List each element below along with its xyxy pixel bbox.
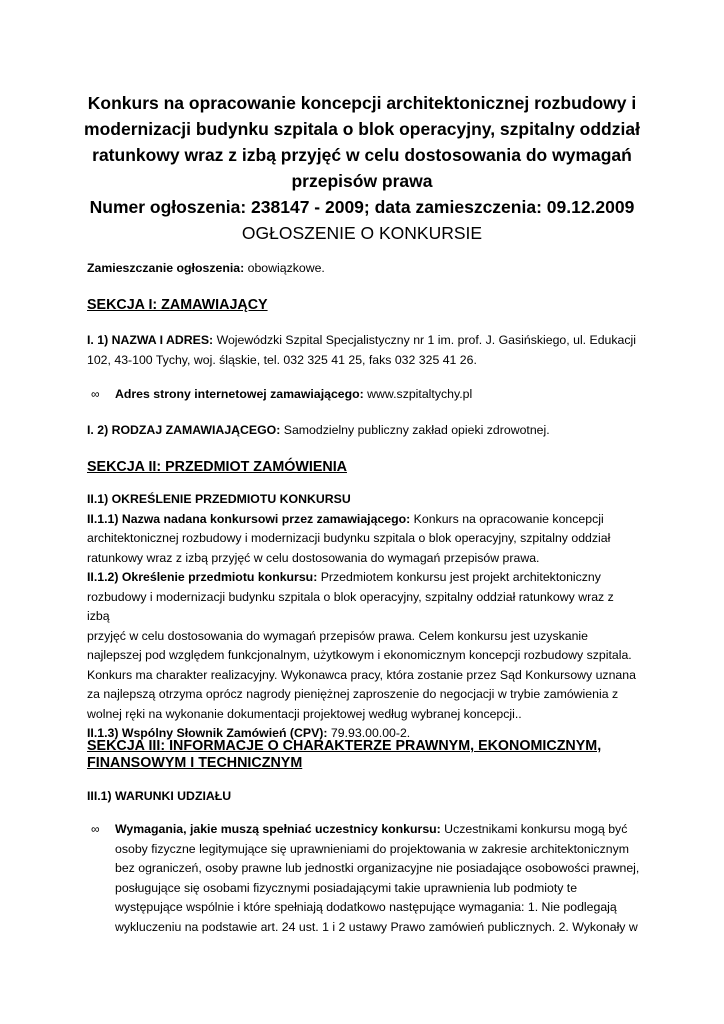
website-label: Adres strony internetowej zamawiającego: (115, 387, 364, 401)
section-3-heading (87, 738, 639, 772)
competition-subject-value: Konkurs ma charakter realizacyjny. Wykonawca pracy, która zostanie przez Sąd Konkursowy uznana (87, 667, 636, 682)
participation-conditions-heading (87, 787, 639, 807)
requirements-value: występujące wspólnie i które spełniają dodatkowo następujące wymagania: 1. Nie podlegają (115, 900, 617, 914)
requirements-value: osoby fizyczne legitymujące się uprawnieniami do projektowania w zakresie architektonicznym (115, 841, 629, 856)
placement-label: Zamieszczanie ogłoszenia: (87, 261, 245, 275)
bullet-icon: ∞ (91, 387, 100, 401)
section-2-heading: SEKCJA II: PRZEDMIOT ZAMÓWIENIA (87, 459, 347, 475)
competition-subject-value: przyjęć w celu dostosowania do wymagań przepisów prawa. Celem konkursu jest uzyskanie (87, 628, 588, 643)
announcement-number: Numer ogłoszenia: 238147 - 2009; data zamieszczenia: 09.12.2009 (89, 197, 635, 217)
bullet-icon: ∞ (91, 822, 100, 836)
section-2-body (87, 490, 639, 744)
cpv-label: II.1.3) Wspólny Słownik Zamówień (CPV): (87, 726, 328, 740)
requirements-value: posługujące się osobami fizycznymi posiadającymi takie uprawnienia lub podmioty te (115, 880, 578, 895)
authority-type-label: I. 2) RODZAJ ZAMAWIAJĄCEGO: (87, 423, 281, 437)
name-address-value: 102, 43-100 Tychy, woj. śląskie, tel. 032 325 41 25, faks 032 325 41 26. (87, 352, 477, 367)
requirements-value: Uczestnikami konkursu mogą być (440, 822, 628, 836)
cpv-value: 79.93.00.00-2. (327, 726, 411, 740)
competition-name-value: Konkurs na opracowanie koncepcji (410, 511, 604, 526)
requirements-label: Wymagania, jakie muszą spełniać uczestnicy konkursu: (115, 822, 441, 836)
title-line: ratunkowy wraz z izbą przyjęć w celu dostosowania do wymagań (92, 145, 632, 165)
competition-subject-value: wolnej ręki na wykonanie dokumentacji projektowej według wybranej koncepcji.. (87, 706, 522, 721)
name-address-value: Wojewódzki Szpital Specjalistyczny nr 1 im. prof. J. Gasińskiego, ul. Edukacji (213, 333, 636, 347)
requirements-value: bez ograniczeń, osoby prawne lub jednostki organizacyjne nie posiadające osobowości prawnej, (115, 861, 640, 875)
website-field (115, 385, 640, 405)
competition-name-value: architektonicznej rozbudowy i modernizacji budynku szpitala o blok operacyjny, szpitalny oddział (87, 531, 611, 545)
subsection-heading: II.1) OKREŚLENIE PRZEDMIOTU KONKURSU (87, 492, 351, 506)
document-subtitle: OGŁOSZENIE O KONKURSIE (241, 223, 483, 243)
competition-subject-label: II.1.2) Określenie przedmiotu konkursu: (87, 570, 318, 584)
name-address-label: I. 1) NAZWA I ADRES: (87, 333, 214, 347)
authority-type-value: Samodzielny publiczny zakład opieki zdrowotnej. (280, 423, 550, 437)
section-3-heading-line: FINANSOWYM I TECHNICZNYM (87, 755, 303, 771)
name-address-field (87, 331, 639, 370)
participant-requirements (115, 820, 640, 937)
subsection-heading: III.1) WARUNKI UDZIAŁU (87, 789, 232, 803)
competition-subject-value: za najlepszą otrzyma oprócz nagrody pieniężnej zaproszenie do negocjacji w trybie zamówienia z (87, 687, 619, 701)
competition-name-value: ratunkowy wraz z izbą przyjęć w celu dostosowania do wymagań przepisów prawa. (87, 550, 540, 565)
placement-field (87, 259, 639, 279)
title-line: modernizacji budynku szpitala o blok operacyjny, szpitalny oddział (84, 119, 640, 139)
requirements-value: wykluczeniu na podstawie art. 24 ust. 1 i 2 ustawy Prawo zamówień publicznych. 2. Wykonały w (115, 919, 638, 934)
contracting-authority-type (87, 421, 639, 441)
document-title (80, 90, 644, 246)
competition-subject-value: rozbudowy i modernizacji budynku szpitala o blok operacyjny, szpitalny oddział ratunkowy wraz z izbą (87, 589, 614, 623)
section-1-heading: SEKCJA I: ZAMAWIAJĄCY (87, 297, 268, 313)
website-link[interactable]: www.szpitaltychy.pl (363, 387, 473, 401)
competition-subject-value: najlepszej pod względem funkcjonalnym, użytkowym i ekonomicznym koncepcji rozbudowy szpitala. (87, 648, 632, 662)
competition-name-label: II.1.1) Nazwa nadana konkursowi przez zamawiającego: (87, 511, 411, 526)
title-line: przepisów prawa (291, 171, 433, 191)
competition-subject-value: Przedmiotem konkursu jest projekt architektoniczny (317, 570, 601, 584)
title-line: Konkurs na opracowanie koncepcji architektonicznej rozbudowy i (87, 93, 637, 113)
placement-value: obowiązkowe. (244, 261, 325, 275)
section-3-heading-line: SEKCJA III: INFORMACJE O CHARAKTERZE PRAWNYM, EKONOMICZNYM, (87, 738, 602, 754)
